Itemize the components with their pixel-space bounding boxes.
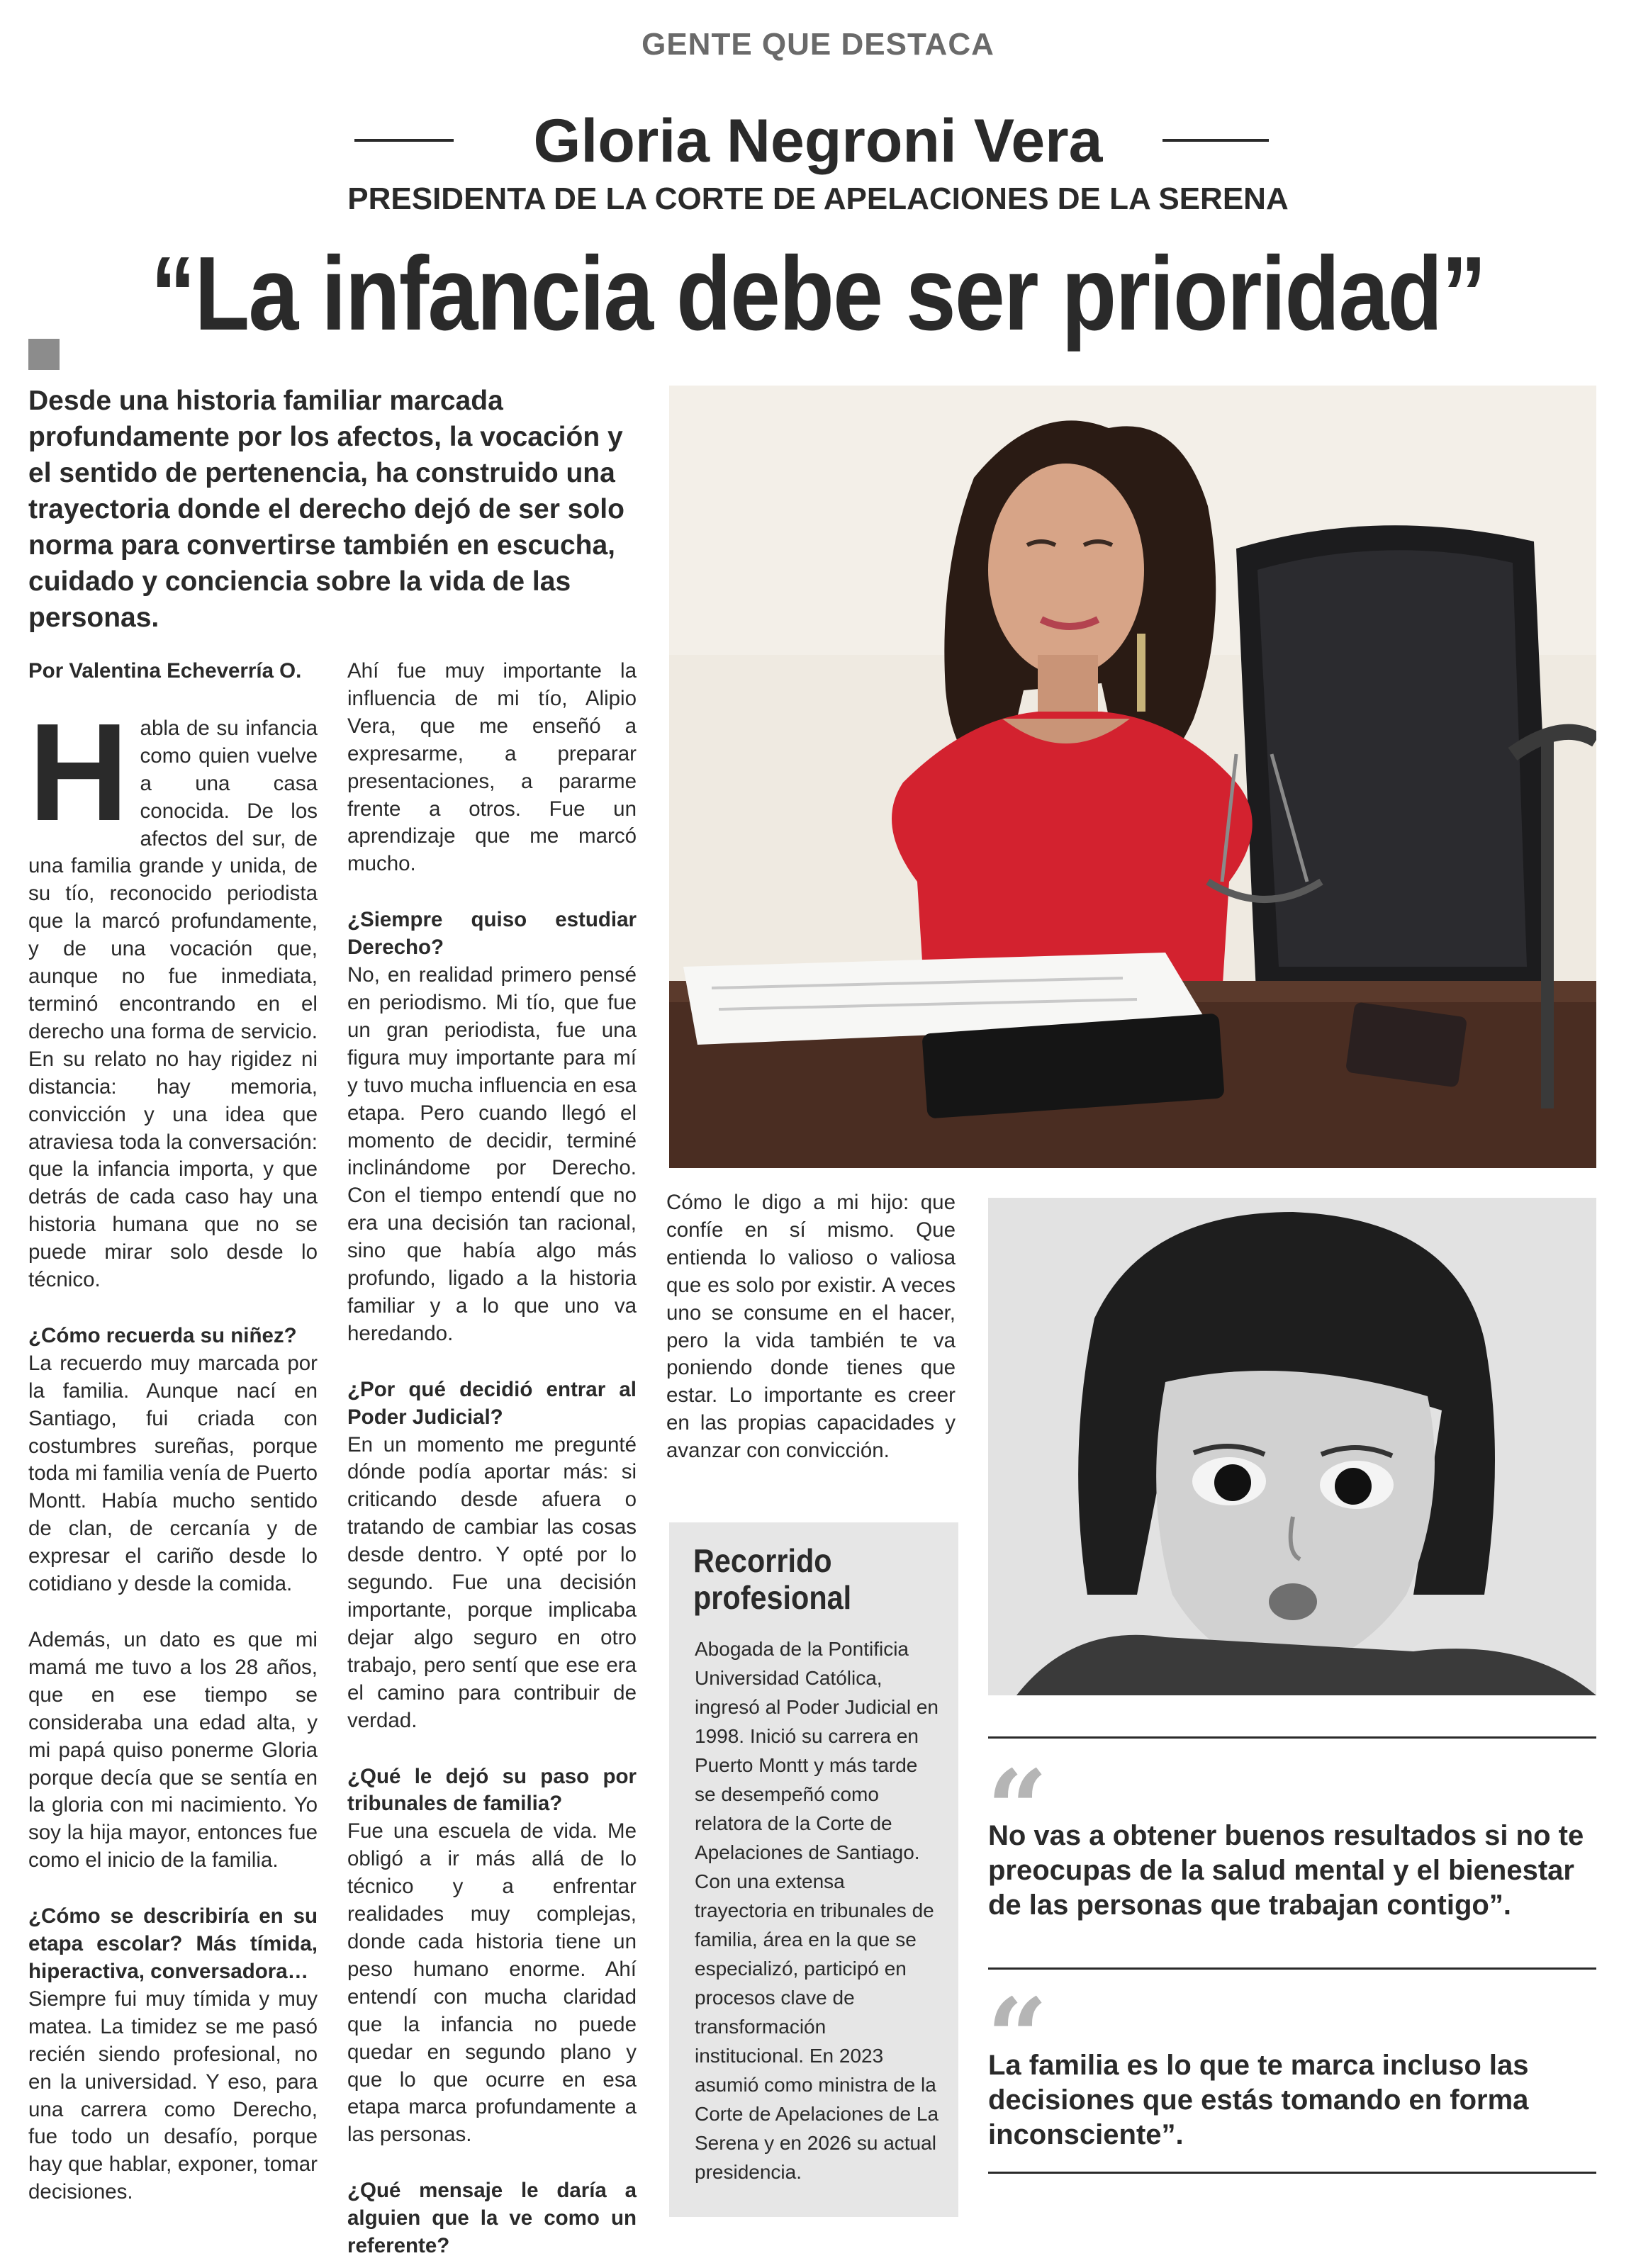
answer-childhood: La recuerdo muy marcada por la familia. Aunque nací en Santiago, fui criada con costumbres sureñas, porque toda mi familia venía de Puerto Montt. Había mucho sentido de clan, de cercanía y de expresar el cariño desde lo cotidiano y desde la comida.: [28, 1351, 318, 1596]
byline: Por Valentina Echeverría O.: [28, 659, 302, 683]
intro-paragraph: [28, 694, 318, 1294]
answer-childhood-2: Además, un dato es que mi mamá me tuvo a los 28 años, que en ese tiempo se consideraba una edad alta, y mi papá quiso ponerme Gloria porque decía que se sentía en la gloria con mi nacimiento. Yo soy la hija mayor, entonces fue como el inicio de la familia.: [28, 1628, 318, 1873]
question-childhood: ¿Cómo recuerda su niñez?: [28, 1323, 297, 1347]
answer-school: Siempre fui muy tímida y muy matea. La timidez se me pasó recién siendo profesional, no en la universidad. Y eso, para una carrera como Derecho, fue todo un desafío, porque hay que hablar, exponer, tomar decisiones.: [28, 1987, 318, 2204]
question-message: ¿Qué mensaje le daría a alguien que la ve como un referente?: [347, 2179, 637, 2258]
quote-mark-icon: “: [987, 1747, 1048, 1872]
pull-quote-1: No vas a obtener buenos resultados si no te preocupas de la salud mental y el bienestar de las personas que trabajan contigo”.: [988, 1820, 1584, 1921]
sidebar-text: Abogada de la Pontificia Universidad Católica, ingresó al Poder Judicial en 1998. Inició su carrera en Puerto Montt y más tarde se desempeñó como relatora de la Corte de Apelaciones de Santiago. Con una extensa trayectoria en tribunales de familia, área en la que se especializó, participó en procesos clave de transformación institucional. En 2023 asumió como ministra de la Corte de Apelaciones de La Serena y en 2026 su actual presidencia.: [695, 1638, 939, 2183]
section-tag: GENTE QUE DESTACA: [641, 27, 995, 62]
pull-quote-2: La familia es lo que te marca incluso las decisiones que estás tomando en forma inconsciente”.: [988, 2050, 1529, 2150]
article-column-3: [666, 1189, 956, 1465]
article-column-1: [28, 658, 318, 2206]
answer-message: Cómo le digo a mi hijo: que confíe en sí mismo. Que entienda lo valioso o valiosa que es solo por existir. A veces uno se consume en el hacer, pero la vida también te va poniendo donde tienes que estar. Lo importante es creer en las propias capacidades y avanzar con convicción.: [666, 1191, 956, 1463]
section-marker: [28, 339, 60, 370]
question-judiciary: ¿Por qué decidió entrar al Poder Judicial?: [347, 1377, 637, 1429]
childhood-photo: [988, 1198, 1596, 1695]
question-school: ¿Cómo se describiría en su etapa escolar? Más tímida, hiperactiva, conversadora…: [28, 1904, 318, 1983]
answer-law: No, en realidad primero pensé en periodismo. Mi tío, que fue un gran periodista, fue una figura muy importante para mí y tuvo mucha influencia en esa etapa. Pero cuando llegó el momento de decidir, terminé inclinándome por Derecho. Con el tiempo entendí que no era una decisión tan racional, sino que había algo más profundo, ligado a la historia familiar y a lo que uno va heredando.: [347, 963, 637, 1345]
headline: “La infancia debe ser prioridad”: [150, 235, 1486, 352]
quote-rule: [988, 2172, 1596, 2174]
portrait-photo: [669, 386, 1596, 1168]
quote-rule: [988, 1736, 1596, 1739]
question-law: ¿Siempre quiso estudiar Derecho?: [347, 908, 637, 960]
answer-family-courts: Fue una escuela de vida. Me obligó a ir más allá de lo técnico y a enfrentar realidades muy complejas, donde cada historia tiene un peso humano enorme. Ahí entendí con mucha claridad que la infancia no puede quedar en segundo plano y que lo que ocurre en esa etapa marca profundamente a las personas.: [347, 1819, 637, 2147]
sidebar-title: Recorrido profesional: [693, 1542, 852, 1616]
intro-text: abla de su infancia como quien vuelve a una casa conocida. De los afectos del sur, de una familia grande y unida, de su tío, reconocido periodista que la marcó profundamente, y de una vocación que, aunque no fue inmediata, terminó encontrando en el derecho una forma de servicio. En su relato no hay rigidez ni distancia: hay memoria, convicción y una idea que atraviesa toda la conversación: que la infancia importa, y que detrás de cada caso hay una historia humana que no se puede mirar solo desde lo técnico.: [28, 716, 318, 1292]
person-role: PRESIDENTA DE LA CORTE DE APELACIONES DE LA SERENA: [347, 181, 1289, 216]
quote-mark-icon: “: [987, 1975, 1048, 2100]
quote-rule: [988, 1967, 1596, 1970]
person-name: Gloria Negroni Vera: [533, 107, 1103, 175]
question-family-courts: ¿Qué le dejó su paso por tribunales de familia?: [347, 1764, 637, 1816]
drop-cap: H: [28, 694, 129, 850]
answer-school-2: Ahí fue muy importante la influencia de mi tío, Alipio Vera, que me enseñó a expresarme, a preparar presentaciones, a pararme frente a otros. Fue un aprendizaje que me marcó mucho.: [347, 659, 637, 876]
name-rule-right: [1162, 139, 1269, 142]
answer-judiciary: En un momento me pregunté dónde podía aportar más: si criticando desde afuera o tratando de cambiar las cosas desde dentro. Y opté por lo segundo. Fue una decisión importante, porque implicaba dejar algo seguro en otro trabajo, pero sentí que ese era el camino para contribuir de verdad.: [347, 1432, 637, 1732]
article-column-2: [347, 658, 637, 2260]
lead-paragraph: Desde una historia familiar marcada profundamente por los afectos, la vocación y el sentido de pertenencia, ha construido una trayectoria donde el derecho dejó de ser solo norma para convertirse también en escucha, cuidado y conciencia sobre la vida de las personas.: [28, 386, 624, 633]
